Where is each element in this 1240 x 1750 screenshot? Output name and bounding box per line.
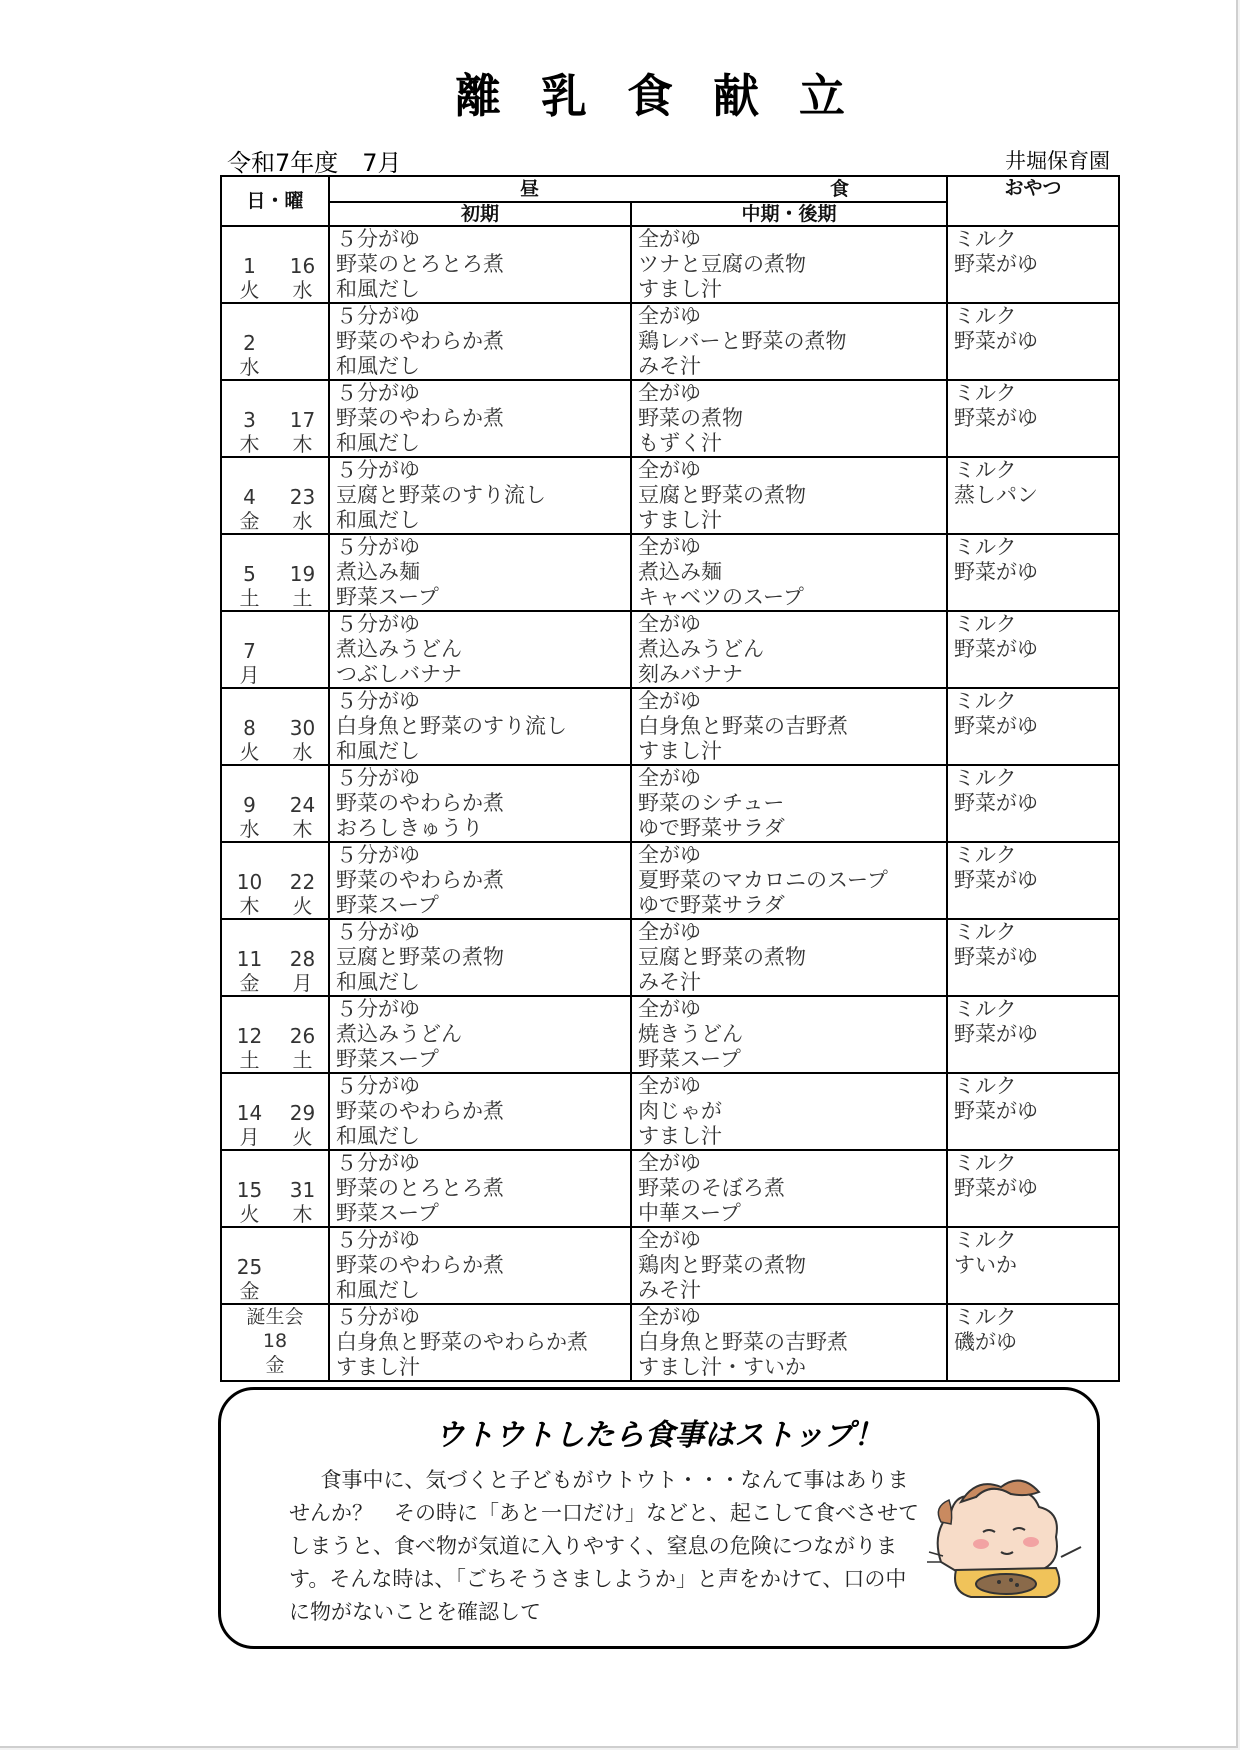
weekday: 火 [239, 1202, 260, 1226]
menu-item: ゆで野菜サラダ [638, 893, 785, 917]
second-date-cell [277, 457, 329, 534]
date-number: 28 [289, 947, 316, 971]
menu-item: みそ汁 [638, 1278, 702, 1302]
header-early: 初期 [329, 202, 631, 226]
menu-item: 肉じゃが [638, 1099, 723, 1123]
menu-item: ミルク [954, 535, 1017, 559]
menu-item: ミルク [954, 1305, 1017, 1329]
menu-item: 和風だし [336, 970, 421, 994]
period-label: 令和7年度 7月 [227, 149, 402, 177]
menu-item: 刻みバナナ [638, 662, 744, 686]
weekday: 火 [239, 278, 260, 302]
weekday: 金 [239, 1279, 260, 1303]
menu-item: ５分がゆ [336, 1151, 421, 1175]
menu-item: 全がゆ [638, 381, 702, 405]
mid-late-menu-cell [631, 611, 947, 688]
snack-cell [947, 457, 1119, 534]
menu-item: 全がゆ [638, 1151, 702, 1175]
early-menu-cell [329, 611, 631, 688]
snack-cell [947, 380, 1119, 457]
date-cell [221, 996, 277, 1073]
menu-item: ミルク [954, 843, 1017, 867]
menu-item: 野菜がゆ [954, 868, 1039, 892]
menu-item: 野菜スープ [336, 1047, 439, 1071]
table-row [221, 1073, 1119, 1150]
menu-item: 野菜のシチュー [638, 791, 785, 815]
menu-item: 全がゆ [638, 227, 702, 251]
early-menu-cell [329, 226, 631, 303]
early-menu-cell [329, 1150, 631, 1227]
menu-item: 和風だし [336, 431, 421, 455]
menu-item: 焼きうどん [638, 1022, 744, 1046]
menu-item: すまし汁 [336, 1355, 421, 1379]
menu-item: ミルク [954, 381, 1017, 405]
menu-item: ミルク [954, 997, 1017, 1021]
weekday: 月 [292, 971, 313, 995]
menu-item: 和風だし [336, 1278, 421, 1302]
second-date-cell [277, 688, 329, 765]
menu-item: 豆腐と野菜の煮物 [638, 945, 807, 969]
date-number: 11 [236, 947, 263, 971]
menu-item: 全がゆ [638, 766, 702, 790]
menu-item: ミルク [954, 227, 1017, 251]
menu-item: 野菜がゆ [954, 1099, 1039, 1123]
notice-box [218, 1387, 1100, 1649]
date-cell [221, 303, 277, 380]
date-number: 23 [289, 485, 316, 509]
menu-item: 全がゆ [638, 1074, 702, 1098]
weekday: 水 [292, 509, 313, 533]
weekday: 火 [239, 740, 260, 764]
snack-cell [947, 996, 1119, 1073]
weekday: 水 [239, 355, 260, 379]
menu-item: 野菜のやわらか煮 [336, 868, 505, 892]
mid-late-menu-cell [631, 1150, 947, 1227]
snack-cell [947, 919, 1119, 996]
menu-item: ５分がゆ [336, 381, 421, 405]
menu-item: ツナと豆腐の煮物 [638, 252, 807, 276]
menu-table [220, 175, 1120, 1382]
snack-cell [947, 1073, 1119, 1150]
date-number: 16 [289, 254, 316, 278]
menu-item: すまし汁・すいか [638, 1355, 807, 1379]
menu-item: 蒸しパン [954, 483, 1039, 507]
date-cell [221, 226, 277, 303]
menu-item: 野菜がゆ [954, 1022, 1039, 1046]
header-lunch-b: 食 [830, 178, 850, 200]
early-menu-cell [329, 1227, 631, 1304]
menu-item: ５分がゆ [336, 689, 421, 713]
menu-item: 全がゆ [638, 843, 702, 867]
menu-item: 野菜スープ [336, 585, 439, 609]
date-number: 24 [289, 793, 316, 817]
date-number: 4 [243, 485, 256, 509]
menu-item: 野菜がゆ [954, 791, 1039, 815]
date-cell [221, 380, 277, 457]
weekday: 水 [239, 817, 260, 841]
snack-cell [947, 842, 1119, 919]
mid-late-menu-cell [631, 534, 947, 611]
date-number: 25 [236, 1255, 263, 1279]
menu-item: ミルク [954, 920, 1017, 944]
date-number: 26 [289, 1024, 316, 1048]
menu-item: キャベツのスープ [638, 585, 804, 609]
table-row [221, 611, 1119, 688]
menu-item: 磯がゆ [954, 1330, 1018, 1354]
menu-item: すまし汁 [638, 277, 723, 301]
date-number: 31 [289, 1178, 316, 1202]
date-number: 14 [236, 1101, 263, 1125]
menu-item: 野菜がゆ [954, 560, 1039, 584]
menu-item: ５分がゆ [336, 1228, 421, 1252]
mid-late-menu-cell [631, 765, 947, 842]
menu-item: 和風だし [336, 1124, 421, 1148]
menu-item: 和風だし [336, 277, 421, 301]
date-number: 29 [289, 1101, 316, 1125]
menu-item: すまし汁 [638, 1124, 723, 1148]
menu-item: ミルク [954, 458, 1017, 482]
header-lunch [329, 176, 947, 202]
second-date-cell [277, 611, 329, 688]
date-number: 1 [243, 254, 256, 278]
weekday: 土 [292, 1048, 313, 1072]
table-row [221, 1227, 1119, 1304]
menu-item: 全がゆ [638, 997, 702, 1021]
date-number: 10 [236, 870, 263, 894]
facility-name: 井堀保育園 [1005, 149, 1110, 173]
mid-late-menu-cell [631, 457, 947, 534]
date-number: 30 [289, 716, 316, 740]
second-date-cell [277, 303, 329, 380]
date-number: 8 [243, 716, 256, 740]
second-date-cell [277, 1150, 329, 1227]
menu-item: 全がゆ [638, 535, 702, 559]
menu-item: ５分がゆ [336, 843, 421, 867]
table-row [221, 457, 1119, 534]
menu-item: 野菜がゆ [954, 945, 1039, 969]
birthday-weekday: 金 [265, 1354, 285, 1376]
menu-item: 夏野菜のマカロニのスープ [638, 868, 888, 892]
menu-item: ミルク [954, 1228, 1017, 1252]
menu-item: 野菜がゆ [954, 252, 1039, 276]
date-number: 3 [243, 408, 256, 432]
date-cell [221, 1150, 277, 1227]
menu-item: ５分がゆ [336, 458, 421, 482]
menu-item: 和風だし [336, 508, 421, 532]
menu-item: 野菜のそぼろ煮 [638, 1176, 786, 1200]
date-number: 7 [243, 639, 256, 663]
mid-late-menu-cell [631, 919, 947, 996]
menu-item: 野菜がゆ [954, 1176, 1039, 1200]
mid-late-menu-cell [631, 688, 947, 765]
weekday: 木 [292, 1202, 313, 1226]
early-menu-cell [329, 457, 631, 534]
date-cell [221, 611, 277, 688]
snack-cell [947, 303, 1119, 380]
early-menu-cell [329, 765, 631, 842]
date-cell [221, 534, 277, 611]
menu-item: ミルク [954, 304, 1017, 328]
menu-item: 和風だし [336, 739, 421, 763]
menu-item: 野菜のやわらか煮 [336, 406, 505, 430]
weekday: 金 [239, 971, 260, 995]
weekday: 木 [292, 817, 313, 841]
table-row [221, 842, 1119, 919]
menu-item: 全がゆ [638, 920, 702, 944]
menu-item: ミルク [954, 1074, 1017, 1098]
birthday-date: 18 [262, 1330, 288, 1352]
early-menu-cell [329, 380, 631, 457]
menu-item: ５分がゆ [336, 304, 421, 328]
second-date-cell [277, 765, 329, 842]
menu-item: 野菜のやわらか煮 [336, 1099, 505, 1123]
mid-late-menu-cell [631, 1073, 947, 1150]
date-number: 22 [289, 870, 316, 894]
second-date-cell [277, 842, 329, 919]
menu-item: ５分がゆ [336, 535, 421, 559]
menu-item: ５分がゆ [336, 227, 421, 251]
weekday: 木 [239, 432, 260, 456]
menu-item: ミルク [954, 1151, 1017, 1175]
date-cell [221, 919, 277, 996]
menu-item: 和風だし [336, 354, 421, 378]
table-row [221, 919, 1119, 996]
menu-item: 白身魚と野菜のやわらか煮 [336, 1330, 589, 1354]
menu-item: ゆで野菜サラダ [638, 816, 785, 840]
menu-item: 白身魚と野菜の吉野煮 [638, 714, 849, 738]
menu-item: すいか [954, 1253, 1018, 1277]
weekday: 水 [292, 740, 313, 764]
menu-item: 煮込みうどん [638, 637, 765, 661]
mid-late-menu-cell [631, 226, 947, 303]
weekday: 月 [239, 1125, 260, 1149]
weekday: 木 [292, 432, 313, 456]
mid-late-menu-cell [631, 380, 947, 457]
table-row [221, 765, 1119, 842]
weekday: 土 [292, 586, 313, 610]
menu-item: 全がゆ [638, 304, 702, 328]
menu-item: 煮込み麺 [336, 560, 421, 584]
early-menu-cell [329, 1304, 631, 1381]
menu-item: つぶしバナナ [336, 662, 463, 686]
menu-item: 野菜スープ [638, 1047, 741, 1071]
menu-item: 煮込みうどん [336, 637, 463, 661]
menu-item: 全がゆ [638, 689, 702, 713]
table-row [221, 996, 1119, 1073]
menu-item: 煮込みうどん [336, 1022, 463, 1046]
header-lunch-a: 昼 [520, 178, 540, 200]
early-menu-cell [329, 534, 631, 611]
date-cell [221, 688, 277, 765]
early-menu-cell [329, 688, 631, 765]
weekday: 木 [239, 894, 260, 918]
birthday-date-cell [221, 1304, 329, 1381]
menu-item: 全がゆ [638, 612, 702, 636]
page-title: 離乳食献立 [455, 69, 885, 123]
header-mid-late: 中期・後期 [631, 202, 947, 226]
table-row [221, 303, 1119, 380]
menu-item: 野菜のとろとろ煮 [336, 1176, 505, 1200]
weekday: 水 [292, 278, 313, 302]
menu-item: ５分がゆ [336, 1074, 421, 1098]
mid-late-menu-cell [631, 1227, 947, 1304]
menu-item: 中華スープ [638, 1201, 741, 1225]
early-menu-cell [329, 1073, 631, 1150]
sleepy-child-illustration [921, 1452, 1091, 1602]
snack-cell [947, 1227, 1119, 1304]
menu-item: みそ汁 [638, 354, 702, 378]
menu-item: ５分がゆ [336, 920, 421, 944]
weekday: 土 [239, 586, 260, 610]
second-date-cell [277, 380, 329, 457]
menu-item: 野菜のやわらか煮 [336, 791, 505, 815]
menu-item: 豆腐と野菜の煮物 [638, 483, 807, 507]
menu-body [221, 226, 1119, 1381]
menu-item: みそ汁 [638, 970, 702, 994]
date-cell [221, 1073, 277, 1150]
date-number: 15 [236, 1178, 263, 1202]
menu-item: 野菜スープ [336, 1201, 439, 1225]
menu-item: 全がゆ [638, 1305, 702, 1329]
menu-item: ５分がゆ [336, 766, 421, 790]
menu-item: 野菜がゆ [954, 637, 1039, 661]
menu-item: 全がゆ [638, 1228, 702, 1252]
menu-item: すまし汁 [638, 739, 723, 763]
snack-cell [947, 226, 1119, 303]
date-number: 12 [236, 1024, 263, 1048]
menu-item: おろしきゅうり [336, 816, 484, 840]
menu-item: ５分がゆ [336, 612, 421, 636]
date-number: 19 [289, 562, 316, 586]
birthday-row [221, 1304, 1119, 1381]
second-date-cell [277, 996, 329, 1073]
table-row [221, 534, 1119, 611]
menu-item: ５分がゆ [336, 997, 421, 1021]
menu-item: 白身魚と野菜の吉野煮 [638, 1330, 849, 1354]
early-menu-cell [329, 919, 631, 996]
menu-item: 鶏肉と野菜の煮物 [638, 1253, 807, 1277]
menu-item: 鶏レバーと野菜の煮物 [638, 329, 847, 353]
date-cell [221, 765, 277, 842]
menu-item: 豆腐と野菜の煮物 [336, 945, 505, 969]
weekday: 火 [292, 894, 313, 918]
mid-late-menu-cell [631, 1304, 947, 1381]
early-menu-cell [329, 303, 631, 380]
weekday: 火 [292, 1125, 313, 1149]
second-date-cell [277, 1073, 329, 1150]
menu-item: ミルク [954, 766, 1017, 790]
menu-item: 野菜のとろとろ煮 [336, 252, 505, 276]
menu-item: ミルク [954, 612, 1017, 636]
weekday: 月 [239, 663, 260, 687]
menu-item: 全がゆ [638, 458, 702, 482]
date-number: 2 [243, 331, 256, 355]
second-date-cell [277, 919, 329, 996]
menu-item: 豆腐と野菜のすり流し [336, 483, 547, 507]
menu-item: 白身魚と野菜のすり流し [336, 714, 568, 738]
snack-cell [947, 611, 1119, 688]
menu-item: 野菜スープ [336, 893, 439, 917]
menu-item: 野菜のやわらか煮 [336, 1253, 505, 1277]
menu-item: 野菜のやわらか煮 [336, 329, 505, 353]
date-number: 9 [243, 793, 256, 817]
mid-late-menu-cell [631, 842, 947, 919]
date-number: 17 [289, 408, 316, 432]
snack-cell [947, 534, 1119, 611]
menu-item: ５分がゆ [336, 1305, 421, 1329]
snack-cell [947, 765, 1119, 842]
table-row [221, 226, 1119, 303]
menu-item: 野菜がゆ [954, 714, 1039, 738]
menu-item: 野菜がゆ [954, 329, 1039, 353]
early-menu-cell [329, 996, 631, 1073]
header-snack: おやつ [947, 176, 1119, 226]
notice-body: 食事中に、気づくと子どもがウトウト・・・なんて事はありませんか？ その時に「あと一口だけ」などと、起こして食べさせてしまうと、食べ物が気道に入りやすく、窒息の危険につながります。そんな時は、「ごちそうさましようか」と声をかけて、口の中に物がないことを確認して [289, 1468, 919, 1624]
second-date-cell [277, 534, 329, 611]
menu-item: すまし汁 [638, 508, 723, 532]
date-cell [221, 457, 277, 534]
header-day: 日・曜 [221, 176, 329, 226]
table-row [221, 1150, 1119, 1227]
menu-item: ミルク [954, 689, 1017, 713]
notice-title: ウトウトしたら食事はストップ！ [434, 1418, 884, 1453]
birthday-label: 誕生会 [246, 1306, 304, 1328]
menu-item: 野菜の煮物 [638, 406, 744, 430]
snack-cell [947, 1150, 1119, 1227]
menu-item: もずく汁 [638, 431, 723, 455]
table-row [221, 380, 1119, 457]
menu-item: 野菜がゆ [954, 406, 1039, 430]
early-menu-cell [329, 842, 631, 919]
weekday: 金 [239, 509, 260, 533]
weekday: 土 [239, 1048, 260, 1072]
date-cell [221, 1227, 277, 1304]
mid-late-menu-cell [631, 996, 947, 1073]
mid-late-menu-cell [631, 303, 947, 380]
menu-item: 煮込み麺 [638, 560, 723, 584]
second-date-cell [277, 1227, 329, 1304]
second-date-cell [277, 226, 329, 303]
date-number: 5 [243, 562, 256, 586]
snack-cell [947, 1304, 1119, 1381]
snack-cell [947, 688, 1119, 765]
date-cell [221, 842, 277, 919]
table-row [221, 688, 1119, 765]
